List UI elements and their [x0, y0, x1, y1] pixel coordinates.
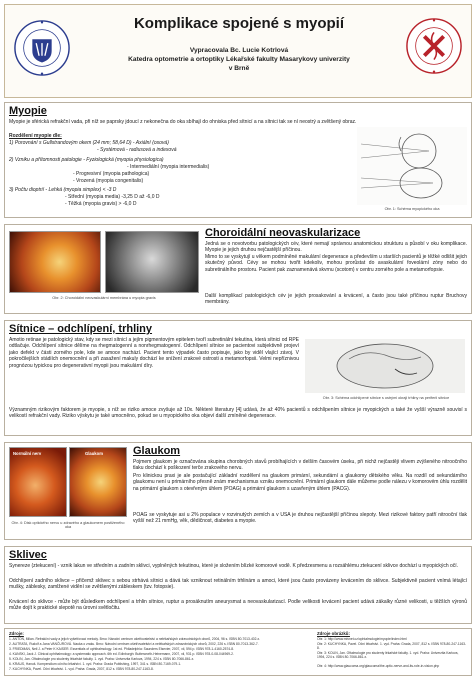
author-line: Vypracovala Bc. Lucie Kotrlová: [189, 47, 289, 54]
image-source-item: Obr. 4: http://www.glaucoma.org/glaucoma/the-optic-nerve-and-its-role-in-vision.php: [317, 664, 440, 668]
section-paragraph: POAG se vyskytuje asi u 2% populace v rozvinutých zemích a v USA je druhou nejčastější příčinou slepoty. Mezi rizikové faktory patří nitrooční tlak vyšší než 21 mmHg, věk, dědičnost, diabetes a myopie.: [133, 512, 467, 525]
section-title: Sklivec: [9, 549, 47, 561]
figure-caption: Obr. 2: Choroidální neovaskulární membrána u myopia gravis: [52, 296, 156, 300]
section-paragraph: Významným rizikovým faktorem je myopie, s níž se riziko amoce zvyšuje až 10x. Některé literatury [4] udává, že až 40% pacientů s odchlípením sítnice je myopických a také že vyšší výrazně souvisí s velikostí refrakční vady. Riziko výskytu je také umocněno, pokud se u myopického oka objeví další zmíněné degenerace.: [9, 407, 467, 420]
section-paragraph: Jedná se o novotvorbu patologických cév, které nemají správnou anatomickou strukturu a působí v oku komplikace. Myopie je jejich druhou nejčastější příčinou.: [205, 241, 467, 254]
reference-item: 5. KOLIN, Jan. Oftalmologie pro studenty lékařské fakulty. 1. vyd. Praha: Univerzita Karlova, 1994, 224 s. ISBN 80-7066-861-x.: [9, 657, 195, 661]
section-paragraph: Mimo to se vyskytují u věkem podmíněné makulární degenerace a především u starších pacientů je těžké odlišit jejich skutečný původ. Cévy se mohou tvořit kdekoliv, mohou prorůstat do avaskulární foveolární zóny nebo do subretinálního prostoru. Pacient pak zaznamenává skvrnu (scotom) v centru zorného pole a metamorfopsie.: [205, 254, 467, 273]
section-sitnice: [4, 320, 472, 436]
faculty-logo-icon: [405, 17, 463, 75]
list-item: 3) Počtu dioptrií - Lehká (myopia simplex) < -3 D: [9, 187, 117, 193]
section-sklivec: [4, 546, 472, 624]
figure-caption: Obr. 4: Disk optického nervu u zdravého a glaukomem postiženého oka: [11, 521, 125, 529]
section-intro: Myopie je sférická refrakční vada, při níž se paprsky jdoucí z nekonečna do oka sbíhají do ohniska před sítnicí a na sítnici tak se ní neostrý a zvětšený obraz.: [9, 119, 357, 125]
fundus-photo: [9, 231, 101, 293]
image-sources-title: Zdroje obrázků:: [317, 631, 350, 636]
image-source-item: Obr. 1: http://www.mivnet.cz/ophtalmologie/myopie/index.html: [317, 637, 407, 641]
poster-header: [4, 4, 472, 98]
normal-nerve-label: Normální nerv: [13, 451, 42, 456]
section-title: Myopie: [9, 105, 47, 117]
university-logo-icon: [13, 19, 71, 77]
list-item: 1) Porovnání s Gullstrandovým okem (24 mm; 58,64 D) - Axiální (osová): [9, 140, 169, 146]
section-cnv: [4, 224, 472, 314]
list-item: - Vrozená (myopia congenitalis): [73, 178, 144, 184]
reference-item: 1. ANTON, Milan. Refrakční vady a jejich vyšetřovací metody. Brno: Národní centrum ošetřovatelství a nelékařských zdravotnických oborů, 2004, 96 s. ISBN 80-7013-402-x.: [9, 637, 261, 641]
section-paragraph: Synereze (ztekucení) - vznik lakun ve středním a zadním sklivci, vyplněných tekutinou, které je složením blízké komorové vodě. K předzesmenu a rozsáhlému ztekucení sklivce dochází u myopických očí.: [9, 563, 459, 569]
section-paragraph: Další komplikací patologických cév je jejich prosakování a krvácení, a často jsou také příčinou ruptur Bruchovy membrány.: [205, 293, 467, 306]
list-item: - Intermediální (myopia intermedialis): [127, 164, 210, 170]
myopic-eye-diagram: [357, 127, 467, 205]
section-paragraph: Amotio retinae je patologický stav, kdy se mezi sítnicí a jejím pigmentovým epitelem tvoří subretinální tekutina, která sítnici od RPE odtlačuje. Odchlípení sítnice dělíme na rhegmatogenní a nonrhegmatogenní. Odchlípení sítnice se pacientovi subjektivně projeví jako defekt v části zorného pole, kde se amoce nachází. Pacient tento výpadek často popisuje, jako by viděl vlající závoj. V pokročilejších stádiích onemocnění a při zasažení makuly dochází ke snížení zrakové ostrosti a metamorfopsii. Velmi nepříznivou prognózou typickou pro degenerativní myopii jsou makulární díry.: [9, 337, 299, 369]
reference-item: 3. FRIEDMAN, Neil J. a Peter K KAISER. Essentials of ophthalmology. 1st ed. Philadelphia: Saunders Elsevier, 2007, xii, 594 p. ISBN 978-1-4160-2574-8.: [9, 647, 234, 651]
list-item: - Systémová - radiusová a indexová: [97, 147, 177, 153]
list-item: - Progresivní (myopia pathologica): [73, 171, 150, 177]
section-title: Sítnice – odchlípení, trhliny: [9, 323, 153, 335]
figure-caption: Obr. 1: Schéma myopického oka: [384, 207, 440, 211]
reference-item: 7. KUCHYNKA, Pavel. Oční lékařství. 1. vyd. Praha: Grada, 2007, 812 s. ISBN 978-80-247-1163-8.: [9, 667, 154, 671]
image-source-item: Obr. 3: KOLIN, Jan. Oftalmologie pro studenty lékařské fakulty. 1. vyd. Praha: Univerzita Karlova, 1994, 224 s. ISBN 80-7066-861-x.: [317, 651, 459, 660]
department-line: Katedra optometrie a ortoptiky Lékařské fakulty Masarykovy univerzity: [128, 56, 350, 63]
section-references: [4, 628, 472, 676]
image-source-item: Obr. 2: KUCHYNKA, Pavel. Oční lékařství. 1. vyd. Praha: Grada, 2007, 812 s. ISBN 978-80-247-1163-8.: [317, 642, 467, 651]
references-title: Zdroje:: [9, 631, 24, 636]
poster-title: Komplikace spojené s myopií: [133, 15, 345, 32]
section-title: Glaukom: [133, 445, 181, 457]
section-title: Choroidální neovaskularizace: [205, 227, 361, 239]
angiography-photo: [105, 231, 199, 293]
section-myopie: [4, 102, 472, 218]
section-paragraph: Odchlípení zadního sklivce – přičemž sklivec s sebou strhává sítnici a dává tak vzniknout retinálním trhlinám a amoci, které jsou často provázeny krvácením do sklivce. Subjektivně pacient vnímá létající mušky, záblesky, zamlžené vidění se zvětšenými zábleskem (tzv. fotopsie).: [9, 578, 467, 591]
section-glaukom: [4, 442, 472, 540]
city-line: v Brně: [228, 65, 250, 72]
section-paragraph: Pojmem glaukom je označována skupina chorobných stavů probíhajících v delším časovém úseku, při nichž nejčastěji vlivem zvýšeného nitroočního tlaku dochází k poškození terče zrakového nervu.: [133, 459, 467, 472]
reference-item: 6. KRAUS, Hanuš. Kompendium očního lékařství. 1. vyd. Praha: Grada Publishing, 1997, 341 s. ISBN 80-7169-079-1.: [9, 662, 182, 666]
reference-item: 4. KANSKI, Jack J. Clinical ophthalmology: a systematic approach. 6th ed. Edinburgh: Butterworth-Heinemann, 2007, xii, 931 p. ISBN 978-0-08-044969-2.: [9, 652, 234, 656]
section-paragraph: Pro klinickou praxi je ale postačující základní rozdělení na glaukom primární, sekundární a glaukomy dětského věku. Na rozdíl od sekundárního glaukomu není u primárního přesně znám mechanismus vzniku onemocnění. Primární glaukom dále můžeme podle nálezu v komorovém úhlu rozdělit na primární glaukom s otevřeným úhlem (POAG) a primární glaukom s uzavřeným úhlem (PACG).: [133, 473, 467, 492]
normal-nerve-photo: [9, 447, 67, 517]
section-paragraph: Krvácení do sklivce - může být důsledkem odchlípení a trhlin sítnice, ruptur a prosáknutím aneurysmat a neovaskularizací. Podle velikosti krvácení pacient udává zákalky různé velikosti, u těžších výronů může dojít k praktické slepotě na úrovni světločitu.: [9, 599, 467, 612]
retinal-detachment-diagram: [305, 339, 465, 393]
glaucoma-nerve-photo: [69, 447, 127, 517]
list-item: 2) Vzniku a přítomnosti patologie - Fyziologická (myopia physiologica): [9, 157, 164, 163]
classification-label: Rozdělení myopie dle:: [9, 133, 62, 139]
reference-item: 2. AUTRATA, Rudolf a Jana VANČUROVÁ. Nauka o zraku. Brno: Národní centrum ošetřovatelství a nelékařských zdravotnických oborů, 2002, 226 s. ISBN 80-7013-362-7.: [9, 642, 259, 646]
figure-caption: Obr. 3: Schéma odchlípené sítnice s ostrými okraji trhliny na periferii sítnice: [322, 396, 450, 400]
list-item: - Těžká (myopia gravis) > -6,0 D: [65, 201, 137, 207]
list-item: - Střední (myopia media) -3,25 D až -6,0 D: [65, 194, 160, 200]
glaucoma-label: Glaukom: [85, 451, 103, 456]
